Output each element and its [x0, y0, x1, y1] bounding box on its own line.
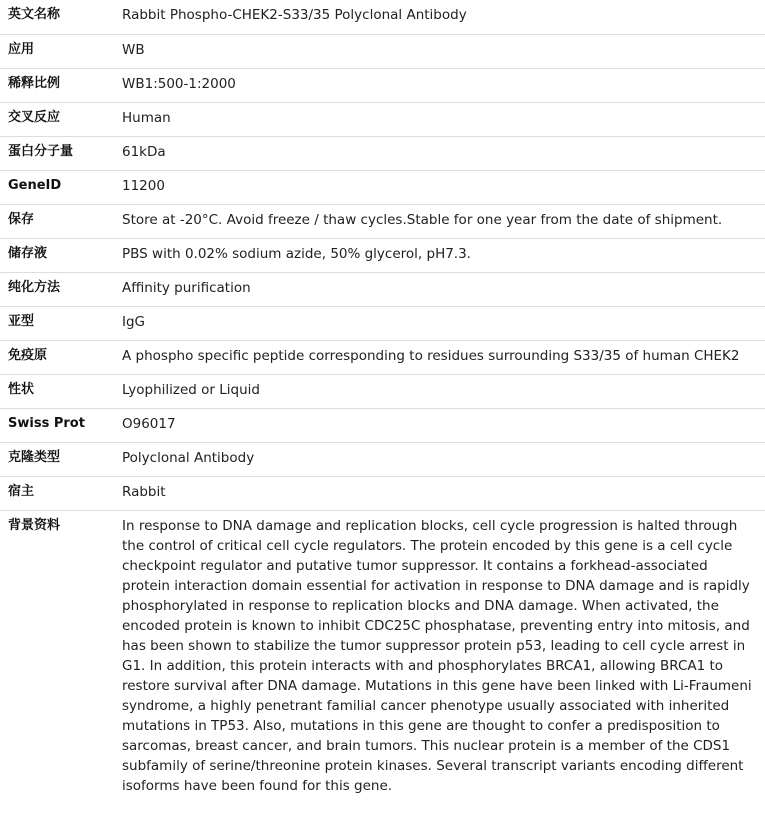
spec-row-swiss-prot	[0, 408, 765, 442]
spec-label: 宿主	[8, 483, 35, 499]
spec-value: IgG	[122, 313, 146, 330]
spec-value: 11200	[122, 177, 165, 194]
spec-value: Human	[122, 109, 171, 126]
spec-value: Rabbit	[122, 483, 166, 500]
spec-row-storage	[0, 204, 765, 238]
spec-row-clonality	[0, 442, 765, 476]
spec-row-form	[0, 374, 765, 408]
spec-value: PBS with 0.02% sodium azide, 50% glycerol, pH7.3.	[122, 245, 471, 262]
spec-value-background: In response to DNA damage and replication blocks, cell cycle progression is halted through the control of critical cell cycle regulators. The protein encoded by this gene is a cell cycle checkpoint regulator and putative tumor suppressor. It contains a forkhead-associated protein interaction domain essential for activation in response to DNA damage and is rapidly phosphorylated in response to replication blocks and DNA damage. When activated, the encoded protein is known to inhibit CDC25C phosphatase, preventing entry into mitosis, and has been shown to stabilize the tumor suppressor protein p53, leading to cell cycle arrest in G1. In addition, this protein interacts with and phosphorylates BRCA1, allowing BRCA1 to restore survival after DNA damage. Mutations in this gene have been linked with Li-Fraumeni syndrome, a highly penetrant familial cancer phenotype usually associated with inherited mutations in TP53. Also, mutations in this gene are thought to confer a predisposition to sarcomas, breast cancer, and brain tumors. This nuclear protein is a member of the CDS1 subfamily of serine/threonine protein kinases. Several transcript variants encoding different isoforms have been found for this gene.	[122, 517, 752, 794]
spec-label: 交叉反应	[8, 109, 61, 125]
spec-value: Rabbit Phospho-CHEK2-S33/35 Polyclonal Antibody	[122, 7, 467, 23]
spec-value: Store at -20°C. Avoid freeze / thaw cycles.Stable for one year from the date of shipment.	[122, 211, 723, 228]
spec-label: 保存	[8, 211, 35, 227]
spec-value: A phospho specific peptide corresponding to residues surrounding S33/35 of human CHEK2	[122, 347, 740, 364]
spec-value: O96017	[122, 415, 176, 432]
spec-row-molecular-weight	[0, 136, 765, 170]
spec-label: 稀释比例	[8, 75, 61, 91]
spec-row-immunogen	[0, 340, 765, 374]
spec-value: Polyclonal Antibody	[122, 449, 255, 466]
spec-row-reactivity	[0, 102, 765, 136]
spec-value: WB	[122, 41, 145, 58]
spec-label: Swiss Prot	[8, 415, 85, 431]
spec-row-isotype	[0, 306, 765, 340]
spec-label: 应用	[8, 41, 35, 57]
spec-row-background	[0, 510, 765, 798]
spec-row-buffer	[0, 238, 765, 272]
spec-label: 性状	[8, 381, 35, 397]
spec-row-gene-id	[0, 170, 765, 204]
spec-label: 英文名称	[8, 7, 61, 22]
spec-value: WB1:500-1:2000	[122, 75, 236, 92]
spec-label: 纯化方法	[8, 279, 61, 295]
spec-label: 免疫原	[8, 347, 48, 363]
spec-row-application	[0, 34, 765, 68]
spec-label: 亚型	[8, 313, 35, 329]
spec-row-english-name	[0, 0, 765, 34]
spec-value: Affinity purification	[122, 279, 251, 296]
spec-row-purification	[0, 272, 765, 306]
spec-row-host	[0, 476, 765, 510]
spec-value: 61kDa	[122, 143, 166, 160]
spec-label: 背景资料	[8, 517, 61, 533]
spec-label: 蛋白分子量	[8, 143, 74, 159]
spec-row-dilution	[0, 68, 765, 102]
spec-label: 储存液	[8, 245, 48, 261]
spec-label: GeneID	[8, 177, 62, 193]
spec-value: Lyophilized or Liquid	[122, 381, 260, 398]
spec-label: 克隆类型	[8, 449, 61, 465]
